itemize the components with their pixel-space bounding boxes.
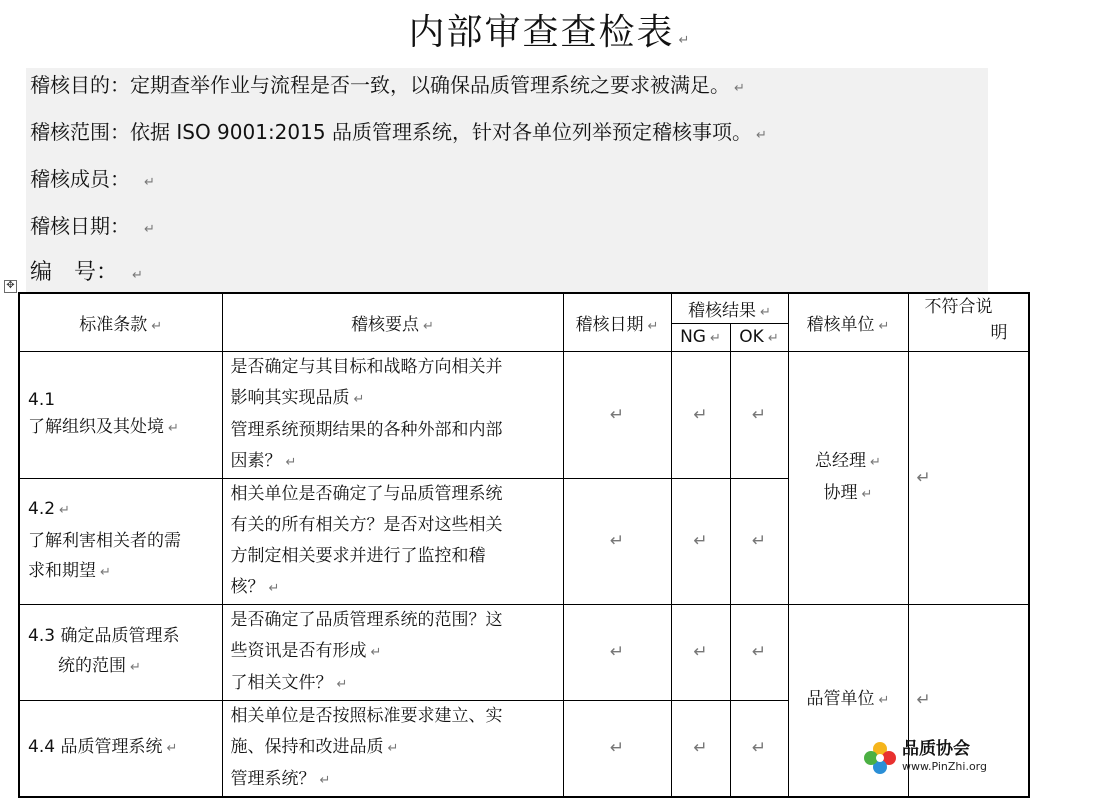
header-result: 稽核结果 ↵ [671,293,788,323]
unit-cell: 总经理 ↵ 协理 ↵ [788,351,908,604]
ok-cell[interactable]: ↵ [730,478,788,604]
points-cell: 是否确定了品质管理系统的范围？这 些资讯是否有形成 ↵ 了相关文件？ ↵ [222,604,563,700]
table-row [19,604,1029,700]
date-cell[interactable]: ↵ [563,700,671,797]
header-date: 稽核日期 ↵ [563,293,671,351]
header-unit: 稽核单位 ↵ [788,293,908,351]
table-move-handle[interactable]: ✥ [4,280,17,293]
audit-number: 编 号： ↵ [30,260,143,285]
document-title: 内部审查查检表 ↵ [408,12,692,53]
points-cell: 相关单位是否按照标准要求建立、实 施、保持和改进品质 ↵ 管理系统？ ↵ [222,700,563,797]
table-row [19,351,1029,478]
ok-cell[interactable]: ↵ [730,700,788,797]
points-cell: 相关单位是否确定了与品质管理系统 有关的所有相关方？是否对这些相关 方制定相关要求并进行了监控和稽 核？ ↵ [222,478,563,604]
ok-cell[interactable]: ↵ [730,604,788,700]
clause-cell: 4.3 确定品质管理系 统的范围 ↵ [19,604,222,700]
watermark-logo: 品质协会 www.PinZhi.org [862,738,988,779]
nonconformity-cell[interactable]: ↵ [908,604,1029,797]
ng-cell[interactable]: ↵ [671,351,730,478]
header-ng: NG ↵ [671,323,730,351]
audit-info-block [26,68,988,292]
clause-cell: 4.4 品质管理系统 ↵ [19,700,222,797]
nonconformity-cell[interactable]: ↵ [908,351,1029,604]
ok-cell[interactable]: ↵ [730,351,788,478]
clause-cell: 4.2 ↵ 了解利害相关者的需 求和期望 ↵ [19,478,222,604]
date-cell[interactable]: ↵ [563,351,671,478]
ng-cell[interactable]: ↵ [671,478,730,604]
audit-members: 稽核成员： ↵ [30,167,155,191]
date-cell[interactable]: ↵ [563,478,671,604]
unit-cell: 品管单位 ↵ [788,604,908,797]
audit-scope: 稽核范围：依据 ISO 9001:2015 品质管理系统，针对各单位列举预定稽核事项。 ↵ [30,120,767,144]
points-cell: 是否确定与其目标和战略方向相关并 影响其实现品质 ↵ 管理系统预期结果的各种外部和内部 因素？ ↵ [222,351,563,478]
flower-logo-icon [862,740,898,776]
date-cell[interactable]: ↵ [563,604,671,700]
header-clause: 标准条款 ↵ [19,293,222,351]
audit-checklist-table [18,292,1030,798]
ng-cell[interactable]: ↵ [671,700,730,797]
header-points: 稽核要点 ↵ [222,293,563,351]
audit-purpose: 稽核目的：定期查举作业与流程是否一致，以确保品质管理系统之要求被满足。 ↵ [30,73,745,97]
ng-cell[interactable]: ↵ [671,604,730,700]
clause-cell: 4.1 了解组织及其处境 ↵ [19,351,222,478]
audit-date: 稽核日期： ↵ [30,214,155,238]
header-nonconformity: 不符合说 明 [908,293,1029,351]
header-ok: OK ↵ [730,323,788,351]
